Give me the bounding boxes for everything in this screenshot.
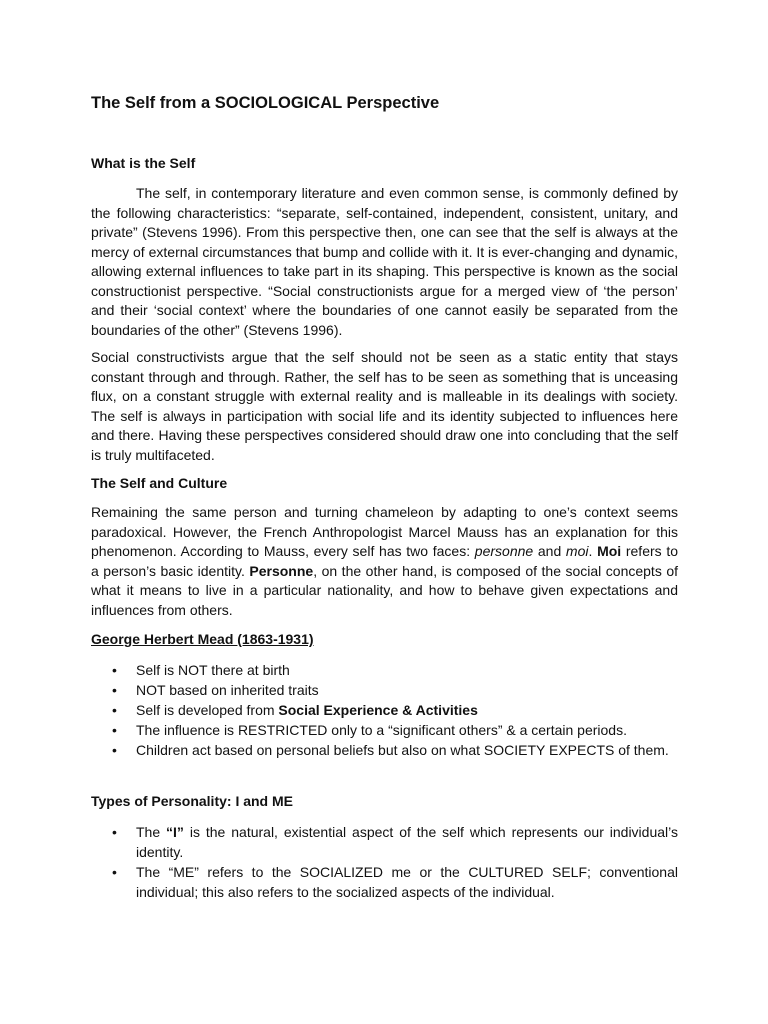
section-what-is-the-self	[91, 154, 678, 174]
section-mead	[91, 630, 678, 650]
text-run: refers to a person’s basic identity.	[91, 543, 679, 579]
bullet-icon: •	[112, 824, 117, 840]
section-heading: What is the Self	[91, 155, 196, 171]
section-types-of-personality	[91, 792, 678, 812]
section-self-and-culture	[91, 474, 678, 494]
title-caps: SOCIOLOGICAL	[214, 94, 342, 112]
page-title	[91, 93, 439, 113]
list-item	[91, 720, 678, 740]
paragraph: The self, in contemporary literature and even common sense, is commonly defined by the following characteristics: “separate, self-contained, independent, consistent, unitary, and private” (Stevens 1996). From this perspective then, one can see that the self is always at the mercy of external circumstances that bump and collide with it. It is ever-changing and dynamic, allowing external influences to take part in its shaping. This perspective is known as the social constructionist perspective. “Social constructionists argue for a merged view of ‘the person’ and their ‘social context’ where the boundaries of one cannot easily be separated from the boundaries of the other” (Stevens 1996).	[91, 185, 678, 338]
title-prefix: The Self from a	[91, 94, 215, 112]
section-heading: The Self and Culture	[91, 475, 228, 491]
paragraph: Social constructivists argue that the self should not be seen as a static entity that stays constant through and through. Rather, the self has to be seen as something that is unceasing flux, on a constant struggle with external reality and is malleable in its dealings with society. The self is always in participation with social life and its identity subjected to influences here and there. Having these perspectives considered should draw one into concluding that the self is truly multifaceted.	[91, 349, 678, 463]
text-run: and	[533, 543, 566, 559]
section-heading: George Herbert Mead (1863-1931)	[91, 631, 314, 647]
paragraph-block	[91, 348, 678, 465]
paragraph-block	[91, 184, 678, 340]
list-item	[91, 700, 678, 720]
mead-bullet-list	[91, 660, 678, 760]
bullet-icon: •	[112, 662, 117, 678]
list-item-text: The influence is RESTRICTED only to a “significant others” & a certain periods.	[136, 722, 627, 738]
list-item	[91, 660, 678, 680]
list-item-text: The	[136, 824, 167, 840]
italic-term: moi	[565, 543, 589, 559]
list-item	[91, 822, 678, 862]
list-item	[91, 862, 678, 902]
list-item	[91, 740, 678, 760]
text-run: , on the other hand, is composed of the social concepts of what it means to live in a particular nationality, and how to behave given expectations and influences from others.	[91, 562, 679, 618]
list-item-text: The “ME” refers to the SOCIALIZED me or the CULTURED SELF; conventional individual; this also refers to the socialized aspects of the individual.	[136, 864, 678, 900]
section-heading: Types of Personality: I and ME	[91, 793, 294, 809]
list-item-text: is the natural, existential aspect of the self which represents our individual’s identity.	[136, 824, 678, 860]
personality-bullet-list	[91, 822, 678, 902]
bullet-icon: •	[112, 702, 117, 718]
bullet-icon: •	[112, 864, 117, 880]
bold-term: Social Experience & Activities	[278, 702, 478, 718]
title-suffix: Perspective	[341, 94, 440, 112]
paragraph	[91, 503, 678, 620]
list-item-text: Children act based on personal beliefs but also on what SOCIETY EXPECTS of them.	[136, 742, 669, 758]
list-item-text: NOT based on inherited traits	[136, 682, 319, 698]
bullet-icon: •	[112, 682, 117, 698]
text-run: Remaining the same person and turning chameleon by adapting to one’s context seems paradoxical. However, the French Anthropologist Marcel Mauss has an explanation for this phenomenon. According to Mauss, every self has two faces:	[91, 504, 678, 559]
list-item-text: Self is developed from	[136, 702, 279, 718]
bold-term: Personne	[249, 562, 314, 579]
paragraph-block	[91, 503, 678, 620]
text-run: .	[588, 543, 598, 559]
bold-term: “I”	[166, 824, 184, 840]
list-item	[91, 680, 678, 700]
bullet-icon: •	[112, 722, 117, 738]
italic-term: personne	[474, 543, 534, 559]
bullet-icon: •	[112, 742, 117, 758]
bold-term: Moi	[597, 543, 622, 559]
list-item-text: Self is NOT there at birth	[136, 662, 290, 678]
